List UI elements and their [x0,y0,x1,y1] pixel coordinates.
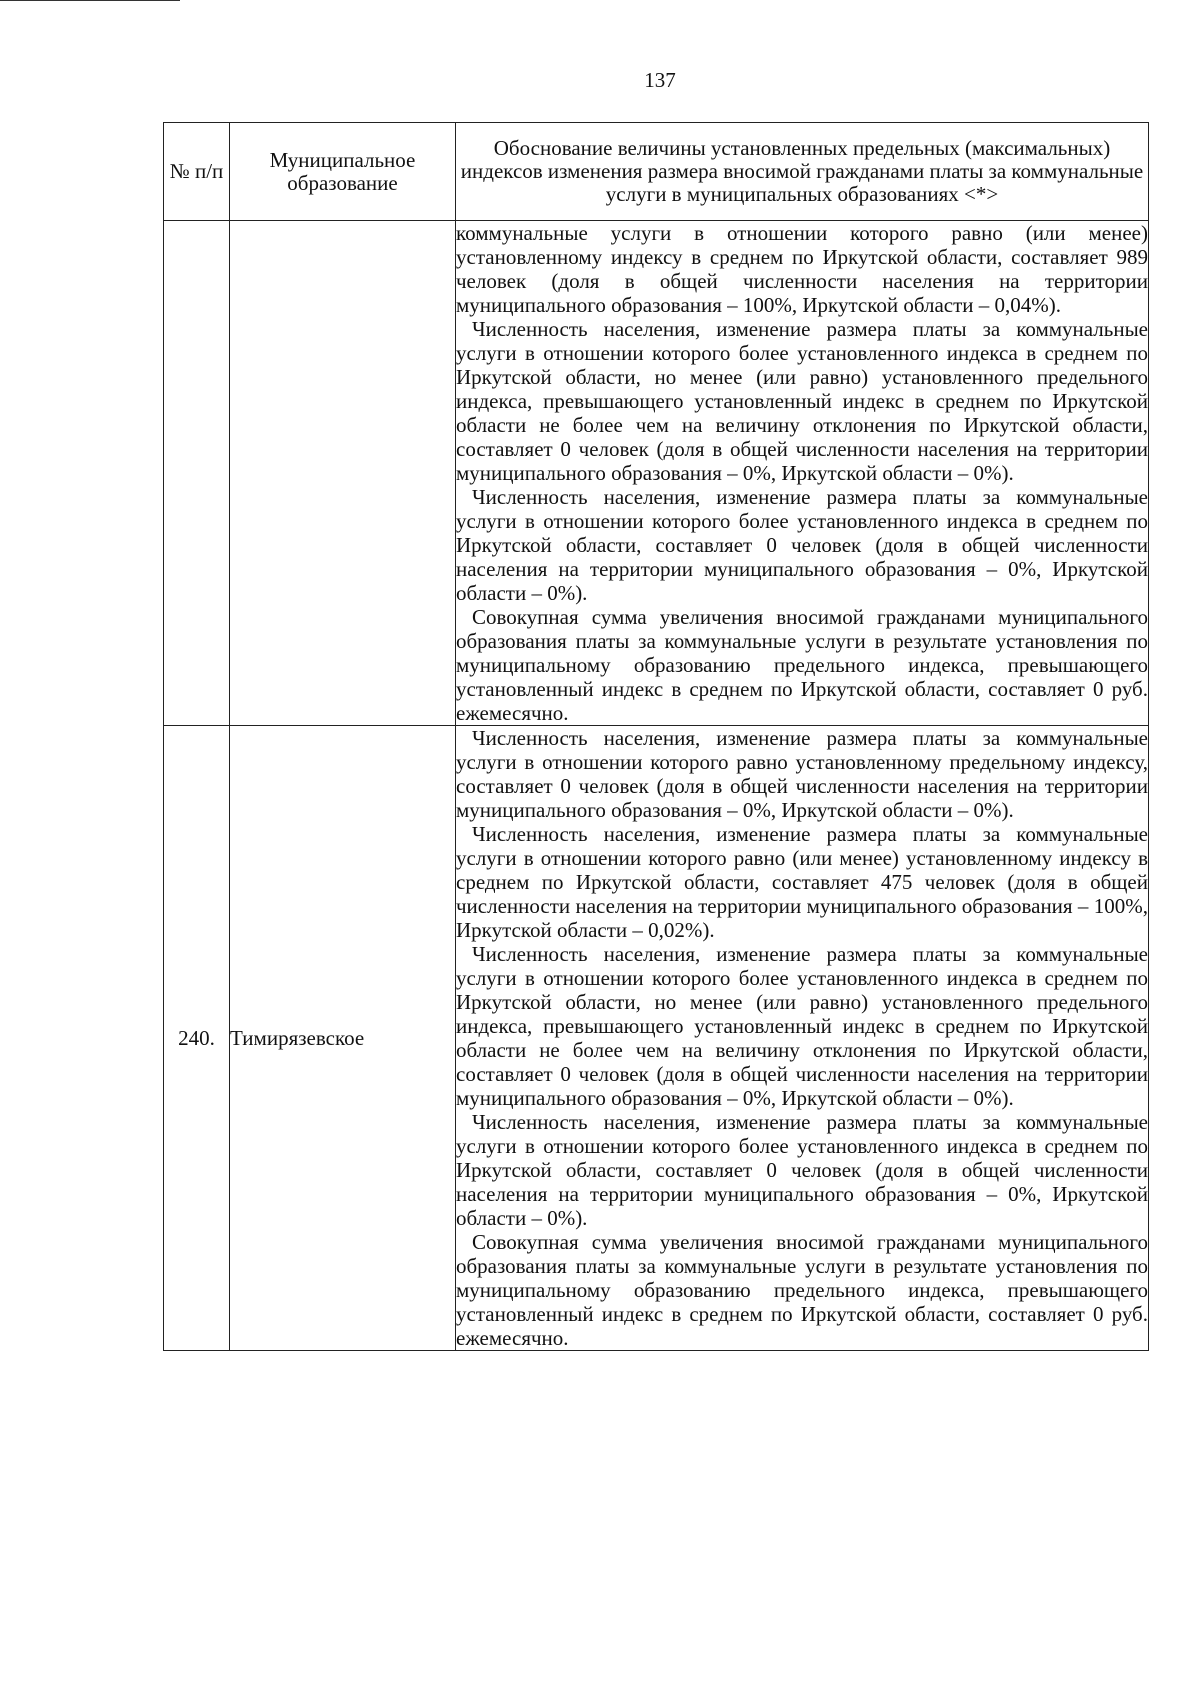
header-municipality: Муниципальное образование [230,123,456,221]
paragraph: Совокупная сумма увеличения вносимой гражданами муниципального образования платы за коммунальные услуги в результате установления по муниципальному образованию предельного индекса, превышающего установленный индекс в среднем по Иркутской области, составляет 0 руб. ежемесячно. [456,605,1148,725]
header-justification: Обоснование величины установленных предельных (максимальных) индексов изменения размера вносимой гражданами платы за коммунальные услуги в муниципальных образованиях <*> [456,123,1149,221]
table-row [164,221,1149,726]
table-row [164,726,1149,1351]
row-justification [456,221,1149,726]
justification-table [163,122,1149,1351]
paragraph: Совокупная сумма увеличения вносимой гражданами муниципального образования платы за коммунальные услуги в результате установления по муниципальному образованию предельного индекса, превышающего установленный индекс в среднем по Иркутской области, составляет 0 руб. ежемесячно. [456,1230,1148,1350]
paragraph: Численность населения, изменение размера платы за коммунальные услуги в отношении которого более установленного индекса в среднем по Иркутской области, но менее (или равно) установленного предельного индекса, превышающего установленный индекс в среднем по Иркутской области не более чем на величину отклонения по Иркутской области, составляет 0 человек (доля в общей численности населения на территории муниципального образования – 0%, Иркутской области – 0%). [456,317,1148,485]
row-justification [456,726,1149,1351]
table-header-row [164,123,1149,221]
header-num: № п/п [164,123,230,221]
paragraph: Численность населения, изменение размера платы за коммунальные услуги в отношении которого более установленного индекса в среднем по Иркутской области, составляет 0 человек (доля в общей численности населения на территории муниципального образования – 0%, Иркутской области – 0%). [456,1110,1148,1230]
paragraph: Численность населения, изменение размера платы за коммунальные услуги в отношении которого равно (или менее) установленному индексу в среднем по Иркутской области, составляет 475 человек (доля в общей численности населения на территории муниципального образования – 100%, Иркутской области – 0,02%). [456,822,1148,942]
paragraph: Численность населения, изменение размера платы за коммунальные услуги в отношении которого более установленного индекса в среднем по Иркутской области, составляет 0 человек (доля в общей численности населения на территории муниципального образования – 0%, Иркутской области – 0%). [456,485,1148,605]
paragraph: коммунальные услуги в отношении которого равно (или менее) установленному индексу в среднем по Иркутской области, составляет 989 человек (доля в общей численности населения на территории муниципального образования – 100%, Иркутской области – 0,04%). [456,221,1148,317]
top-edge-rule [0,0,180,1]
row-num: 240. [164,726,230,1351]
row-municipality [230,221,456,726]
row-num [164,221,230,726]
page-number: 137 [644,68,676,92]
row-municipality: Тимирязевское [230,726,456,1351]
paragraph: Численность населения, изменение размера платы за коммунальные услуги в отношении которого более установленного индекса в среднем по Иркутской области, но менее (или равно) установленного предельного индекса, превышающего установленный индекс в среднем по Иркутской области не более чем на величину отклонения по Иркутской области, составляет 0 человек (доля в общей численности населения на территории муниципального образования – 0%, Иркутской области – 0%). [456,942,1148,1110]
paragraph: Численность населения, изменение размера платы за коммунальные услуги в отношении которого равно установленному предельному индексу, составляет 0 человек (доля в общей численности населения на территории муниципального образования – 0%, Иркутской области – 0%). [456,726,1148,822]
